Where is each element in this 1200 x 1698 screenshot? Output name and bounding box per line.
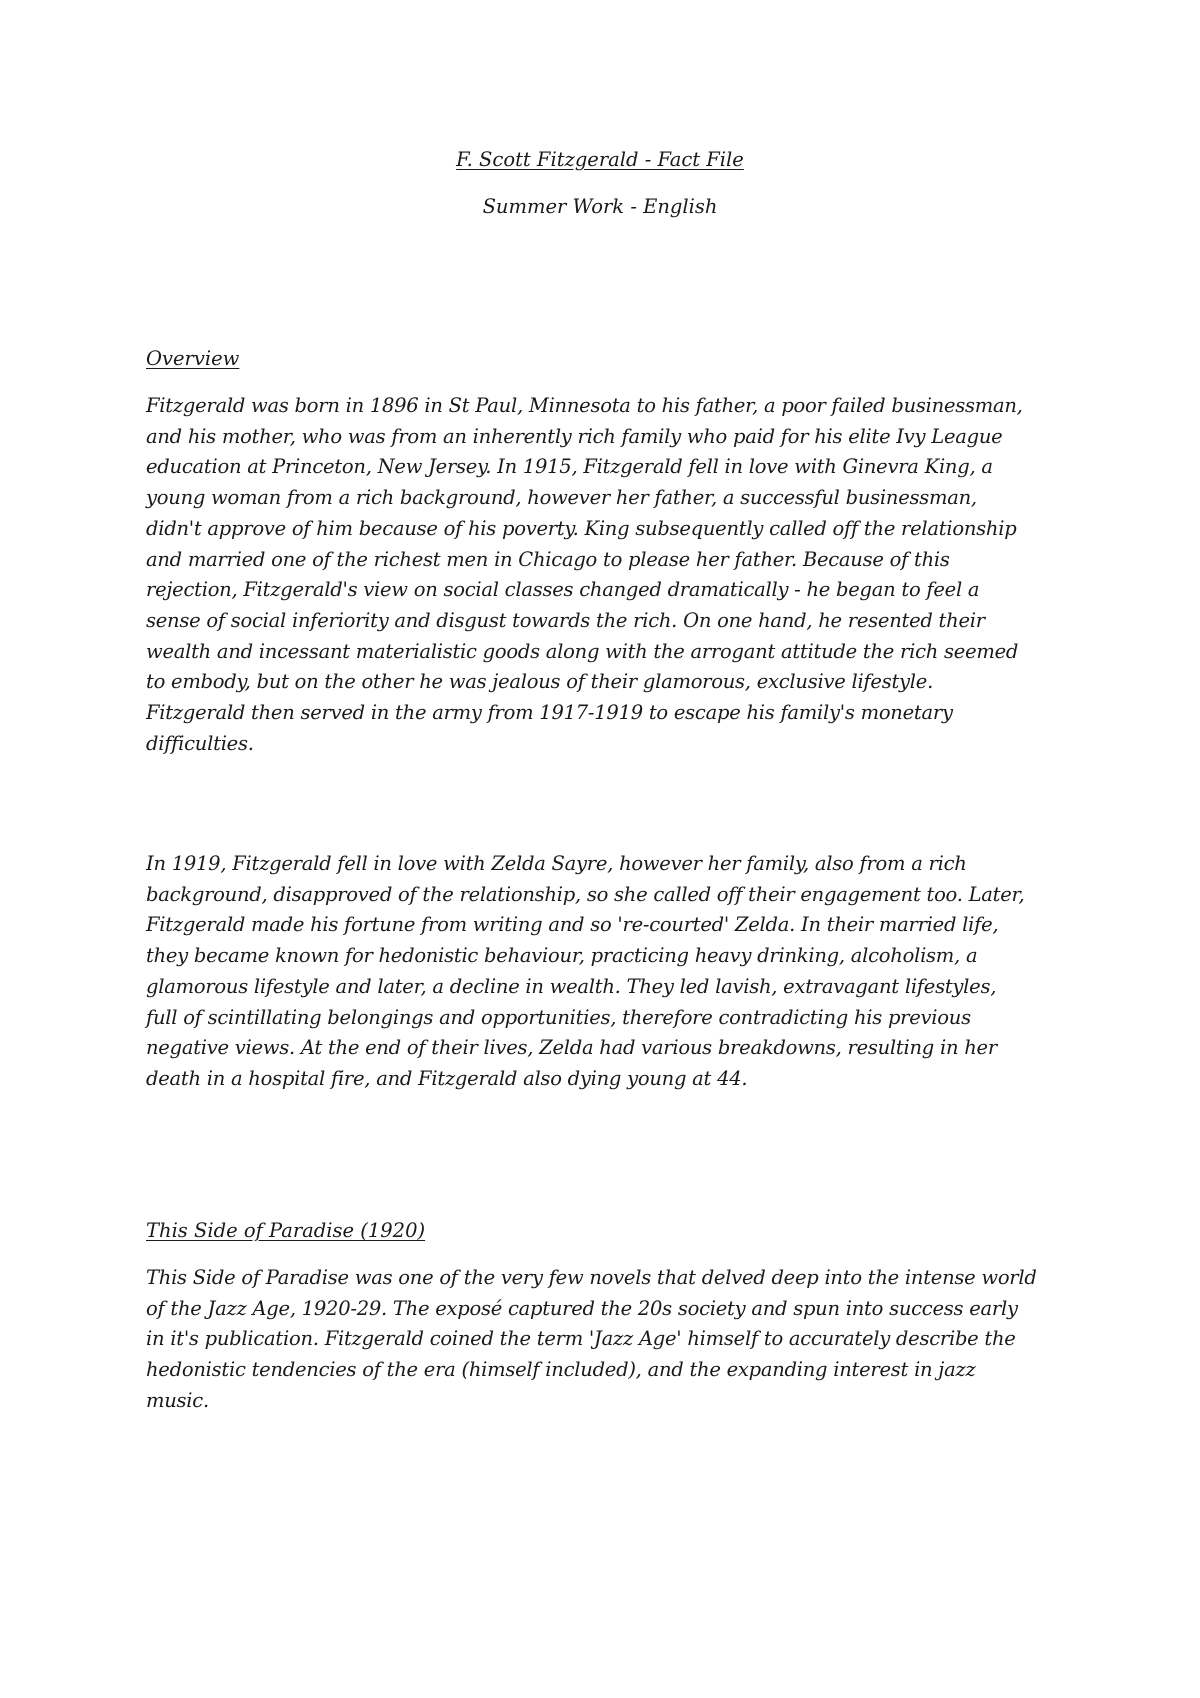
text-line: to embody, but on the other he was jealous of their glamorous, exclusive lifestyle.	[146, 670, 934, 694]
text-line: Fitzgerald was born in 1896 in St Paul, Minnesota to his father, a poor failed businessman,	[146, 394, 1023, 417]
section-heading-overview: Overview	[146, 347, 240, 370]
text-line: they became known for hedonistic behaviour, practicing heavy drinking, alcoholism, a	[146, 944, 978, 968]
text-line: sense of social inferiority and disgust towards the rich. On one hand, he resented their	[146, 608, 985, 632]
section-heading-this-side-of-paradise: This Side of Paradise (1920)	[146, 1219, 426, 1242]
text-line: rejection, Fitzgerald's view on social classes changed dramatically - he began to feel a	[146, 578, 980, 602]
text-line: Fitzgerald made his fortune from writing and so 're-courted' Zelda. In their married life,	[146, 913, 999, 937]
text-line: young woman from a rich background, however her father, a successful businessman,	[146, 486, 977, 510]
text-line: Fitzgerald then served in the army from 1917-1919 to escape his family's monetary	[146, 701, 953, 725]
text-line: hedonistic tendencies of the era (himself included), and the expanding interest in jazz	[146, 1358, 976, 1382]
document-subtitle: Summer Work - English	[482, 195, 718, 218]
text-line: full of scintillating belongings and opportunities, therefore contradicting his previous	[146, 1005, 971, 1029]
text-line: education at Princeton, New Jersey. In 1915, Fitzgerald fell in love with Ginevra King, a	[146, 455, 993, 479]
text-line: didn't approve of him because of his poverty. King subsequently called off the relationship	[146, 516, 1017, 540]
text-line: death in a hospital fire, and Fitzgerald also dying young at 44.	[146, 1066, 748, 1090]
text-line: negative views. At the end of their lives, Zelda had various breakdowns, resulting in her	[146, 1036, 997, 1060]
text-line: of the Jazz Age, 1920-29. The exposé captured the 20s society and spun into success early	[146, 1296, 1018, 1320]
text-line: difficulties.	[146, 731, 254, 755]
text-line: This Side of Paradise was one of the very few novels that delved deep into the intense world	[146, 1266, 1037, 1289]
text-line: wealth and incessant materialistic goods along with the arrogant attitude the rich seemed	[146, 639, 1019, 663]
overview-paragraph-2	[146, 849, 1066, 1095]
text-line: background, disapproved of the relationship, so she called off their engagement too. Later,	[146, 882, 1025, 906]
paradise-paragraph-1	[146, 1263, 1066, 1417]
text-line: in it's publication. Fitzgerald coined the term 'Jazz Age' himself to accurately describe the	[146, 1327, 1016, 1351]
text-line: music.	[146, 1388, 209, 1412]
document-title: F. Scott Fitzgerald - Fact File	[456, 148, 744, 171]
text-line: In 1919, Fitzgerald fell in love with Zelda Sayre, however her family, also from a rich	[146, 852, 967, 875]
overview-paragraph-1	[146, 391, 1066, 759]
text-line: and his mother, who was from an inherently rich family who paid for his elite Ivy League	[146, 424, 1003, 448]
text-line: and married one of the richest men in Chicago to please her father. Because of this	[146, 547, 950, 571]
text-line: glamorous lifestyle and later, a decline in wealth. They led lavish, extravagant lifestyles,	[146, 974, 997, 998]
